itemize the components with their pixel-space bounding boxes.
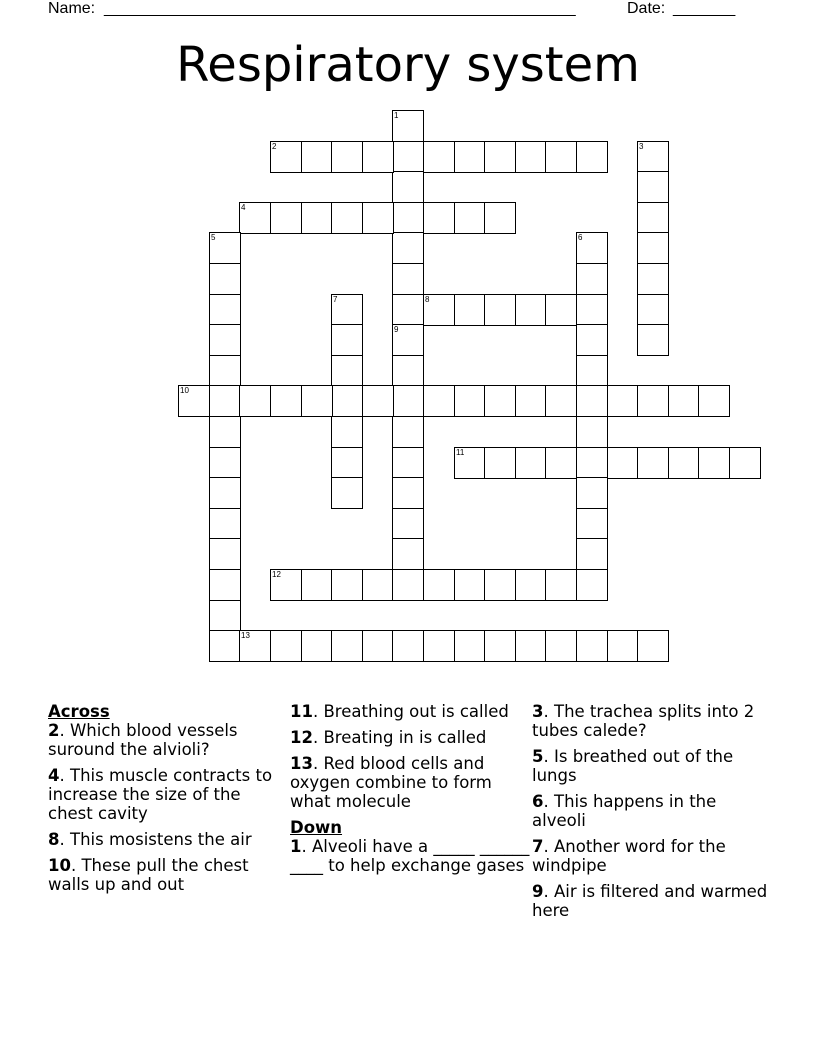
grid-cell[interactable] [607,447,639,479]
grid-cell[interactable] [515,447,547,479]
grid-cell[interactable] [392,294,424,326]
grid-cell[interactable] [637,232,669,264]
grid-cell[interactable] [301,630,333,662]
grid-cell[interactable] [423,569,455,601]
clue-item-text: The trachea splits into 2 tubes calede? [532,702,755,740]
grid-cell[interactable] [637,385,669,417]
grid-cell[interactable] [454,447,486,479]
grid-cell[interactable] [392,477,424,509]
grid-cell[interactable] [515,294,547,326]
clue-number: 12 [272,570,281,579]
clue-item-number: 1 [290,837,302,856]
clue-item-text: This happens in the alveoli [532,792,717,830]
grid-cell[interactable] [423,294,455,326]
grid-cell[interactable] [209,630,241,662]
clue-item-number: 13 [290,754,313,773]
grid-cell[interactable] [576,294,608,326]
grid-cell[interactable] [576,630,608,662]
grid-cell[interactable] [362,385,394,417]
grid-cell[interactable] [607,385,639,417]
grid-cell[interactable] [637,447,669,479]
grid-cell[interactable] [454,141,486,173]
clue-item-number: 11 [290,702,313,721]
grid-cell[interactable] [209,600,241,632]
grid-cell[interactable] [392,324,424,356]
clue-item-number: 9 [532,882,544,901]
grid-cell[interactable] [392,263,424,295]
grid-cell[interactable] [545,569,577,601]
grid-cell[interactable] [545,447,577,479]
across-clue-list [48,721,288,894]
grid-cell[interactable] [576,538,608,570]
grid-cell[interactable] [515,385,547,417]
grid-cell[interactable] [668,447,700,479]
grid-cell[interactable] [637,141,669,173]
grid-cell[interactable] [576,141,608,173]
grid-cell[interactable] [576,508,608,540]
grid-cell[interactable] [362,202,394,234]
down-clue-list-continued [532,702,772,920]
grid-cell[interactable] [698,447,730,479]
date-label: Date: [627,0,666,17]
grid-cell[interactable] [484,141,516,173]
grid-cell[interactable] [331,385,363,417]
clue-item: 13. Red blood cells and oxygen combine to form what molecule [290,754,492,811]
grid-cell[interactable] [209,569,241,601]
grid-cell[interactable] [545,385,577,417]
clue-number: 4 [241,203,246,212]
grid-cell[interactable] [484,385,516,417]
grid-cell[interactable] [239,385,271,417]
clue-number: 11 [456,448,465,457]
grid-cell[interactable] [729,447,761,479]
grid-cell[interactable] [392,355,424,387]
grid-cell[interactable] [392,141,424,173]
grid-cell[interactable] [454,569,486,601]
clue-number: 10 [180,386,189,395]
grid-cell[interactable] [637,263,669,295]
clue-column-3 [532,702,772,927]
grid-cell[interactable] [637,202,669,234]
clue-item-text: Which blood vessels suround the alvioli? [48,721,238,759]
grid-cell[interactable] [209,538,241,570]
grid-cell[interactable] [209,447,241,479]
grid-cell[interactable] [270,141,302,173]
grid-cell[interactable] [668,385,700,417]
clue-item-text: Breathing out is called [323,702,509,721]
grid-cell[interactable] [392,110,424,142]
down-clue-list [290,837,530,875]
grid-cell[interactable] [576,385,608,417]
grid-cell[interactable] [454,630,486,662]
grid-cell[interactable] [423,202,455,234]
grid-cell[interactable] [637,324,669,356]
clue-item-text: These pull the chest walls up and out [48,856,249,894]
grid-cell[interactable] [209,385,241,417]
clue-column-2 [290,702,530,882]
grid-cell[interactable] [454,385,486,417]
grid-cell[interactable] [331,324,363,356]
grid-cell[interactable] [392,538,424,570]
grid-cell[interactable] [423,385,455,417]
clue-item: 8. This mosistens the air [48,830,252,849]
clue-number: 8 [425,295,430,304]
grid-cell[interactable] [392,630,424,662]
grid-cell[interactable] [515,569,547,601]
grid-cell[interactable] [331,630,363,662]
grid-cell[interactable] [576,416,608,448]
grid-cell[interactable] [545,141,577,173]
down-heading: Down [290,818,343,837]
grid-cell[interactable] [545,630,577,662]
clue-column-1 [48,702,288,901]
clue-number: 9 [394,325,399,334]
clue-item-number: 8 [48,830,60,849]
grid-cell[interactable] [331,477,363,509]
clue-item: 2. Which blood vessels suround the alvioli? [48,721,238,759]
clue-item: 5. Is breathed out of the lungs [532,747,734,785]
page-title: Respiratory system [176,37,640,93]
grid-cell[interactable] [209,324,241,356]
clue-item-text: Breating in is called [323,728,487,747]
grid-cell[interactable] [423,141,455,173]
clue-item-text: This muscle contracts to increase the size of the chest cavity [48,766,273,823]
grid-cell[interactable] [301,385,333,417]
across-heading: Across [48,702,110,721]
clue-item-text: Red blood cells and oxygen combine to form what molecule [290,754,492,811]
clue-number: 13 [241,631,250,640]
grid-cell[interactable] [331,416,363,448]
grid-cell[interactable] [423,630,455,662]
grid-cell[interactable] [392,569,424,601]
grid-cell[interactable] [576,477,608,509]
grid-cell[interactable] [270,385,302,417]
grid-cell[interactable] [515,141,547,173]
clue-item: 4. This muscle contracts to increase the size of the chest cavity [48,766,273,823]
grid-cell[interactable] [576,447,608,479]
clue-item-text: Is breathed out of the lungs [532,747,734,785]
grid-cell[interactable] [545,294,577,326]
grid-cell[interactable] [576,355,608,387]
clue-item: 3. The trachea splits into 2 tubes calede? [532,702,755,740]
grid-cell[interactable] [637,294,669,326]
clue-item: 7. Another word for the windpipe [532,837,726,875]
clue-number: 7 [333,295,338,304]
grid-cell[interactable] [484,569,516,601]
grid-cell[interactable] [576,324,608,356]
grid-cell[interactable] [331,294,363,326]
grid-cell[interactable] [698,385,730,417]
grid-cell[interactable] [362,630,394,662]
clue-item-number: 12 [290,728,313,747]
grid-cell[interactable] [209,416,241,448]
grid-cell[interactable] [454,202,486,234]
grid-cell[interactable] [331,447,363,479]
grid-cell[interactable] [270,630,302,662]
grid-cell[interactable] [484,447,516,479]
grid-cell[interactable] [637,171,669,203]
grid-cell[interactable] [362,569,394,601]
grid-cell[interactable] [178,385,210,417]
grid-cell[interactable] [209,294,241,326]
grid-cell[interactable] [362,141,394,173]
clue-item-text: This mosistens the air [69,830,252,849]
grid-cell[interactable] [239,202,271,234]
grid-cell[interactable] [301,202,333,234]
grid-cell[interactable] [392,416,424,448]
grid-cell[interactable] [484,294,516,326]
date-blank: _______ [673,0,736,17]
name-blank: _____________________________________________________ [104,0,576,17]
grid-cell[interactable] [270,202,302,234]
grid-cell[interactable] [576,232,608,264]
grid-cell[interactable] [484,202,516,234]
grid-cell[interactable] [209,355,241,387]
grid-cell[interactable] [392,202,424,234]
clue-item-text: Alveoli have a _____ ______ ____ to help exchange gases [290,837,530,875]
grid-cell[interactable] [209,477,241,509]
grid-cell[interactable] [209,508,241,540]
grid-cell[interactable] [576,263,608,295]
across-clue-list-continued [290,702,530,811]
clue-item: 9. Air is filtered and warmed here [532,882,768,920]
grid-cell[interactable] [637,630,669,662]
clue-item-text: Another word for the windpipe [532,837,726,875]
clue-item-number: 4 [48,766,60,785]
grid-cell[interactable] [484,630,516,662]
grid-cell[interactable] [515,630,547,662]
clue-item-number: 3 [532,702,544,721]
grid-cell[interactable] [392,385,424,417]
grid-cell[interactable] [392,447,424,479]
clue-number: 1 [394,111,399,120]
grid-cell[interactable] [209,232,241,264]
grid-cell[interactable] [209,263,241,295]
clue-item: 11. Breathing out is called [290,702,509,721]
clue-number: 6 [578,233,583,242]
grid-cell[interactable] [331,569,363,601]
grid-cell[interactable] [576,569,608,601]
grid-cell[interactable] [270,569,302,601]
clue-item-number: 6 [532,792,544,811]
clue-item-text: Air is filtered and warmed here [532,882,768,920]
clue-item: 10. These pull the chest walls up and out [48,856,249,894]
clue-item-number: 10 [48,856,71,875]
clue-number: 5 [211,233,216,242]
grid-cell[interactable] [331,141,363,173]
grid-cell[interactable] [331,202,363,234]
clue-item-number: 2 [48,721,60,740]
clue-item: 1. Alveoli have a _____ ______ ____ to help exchange gases [290,837,530,875]
grid-cell[interactable] [301,141,333,173]
grid-cell[interactable] [331,355,363,387]
clue-number: 2 [272,142,277,151]
clue-item: 12. Breating in is called [290,728,487,747]
grid-cell[interactable] [392,232,424,264]
grid-cell[interactable] [301,569,333,601]
grid-cell[interactable] [607,630,639,662]
clue-item: 6. This happens in the alveoli [532,792,717,830]
clue-item-number: 5 [532,747,544,766]
grid-cell[interactable] [392,171,424,203]
name-label: Name: [48,0,96,17]
grid-cell[interactable] [454,294,486,326]
clue-item-number: 7 [532,837,544,856]
clue-number: 3 [639,142,644,151]
grid-cell[interactable] [239,630,271,662]
grid-cell[interactable] [392,508,424,540]
